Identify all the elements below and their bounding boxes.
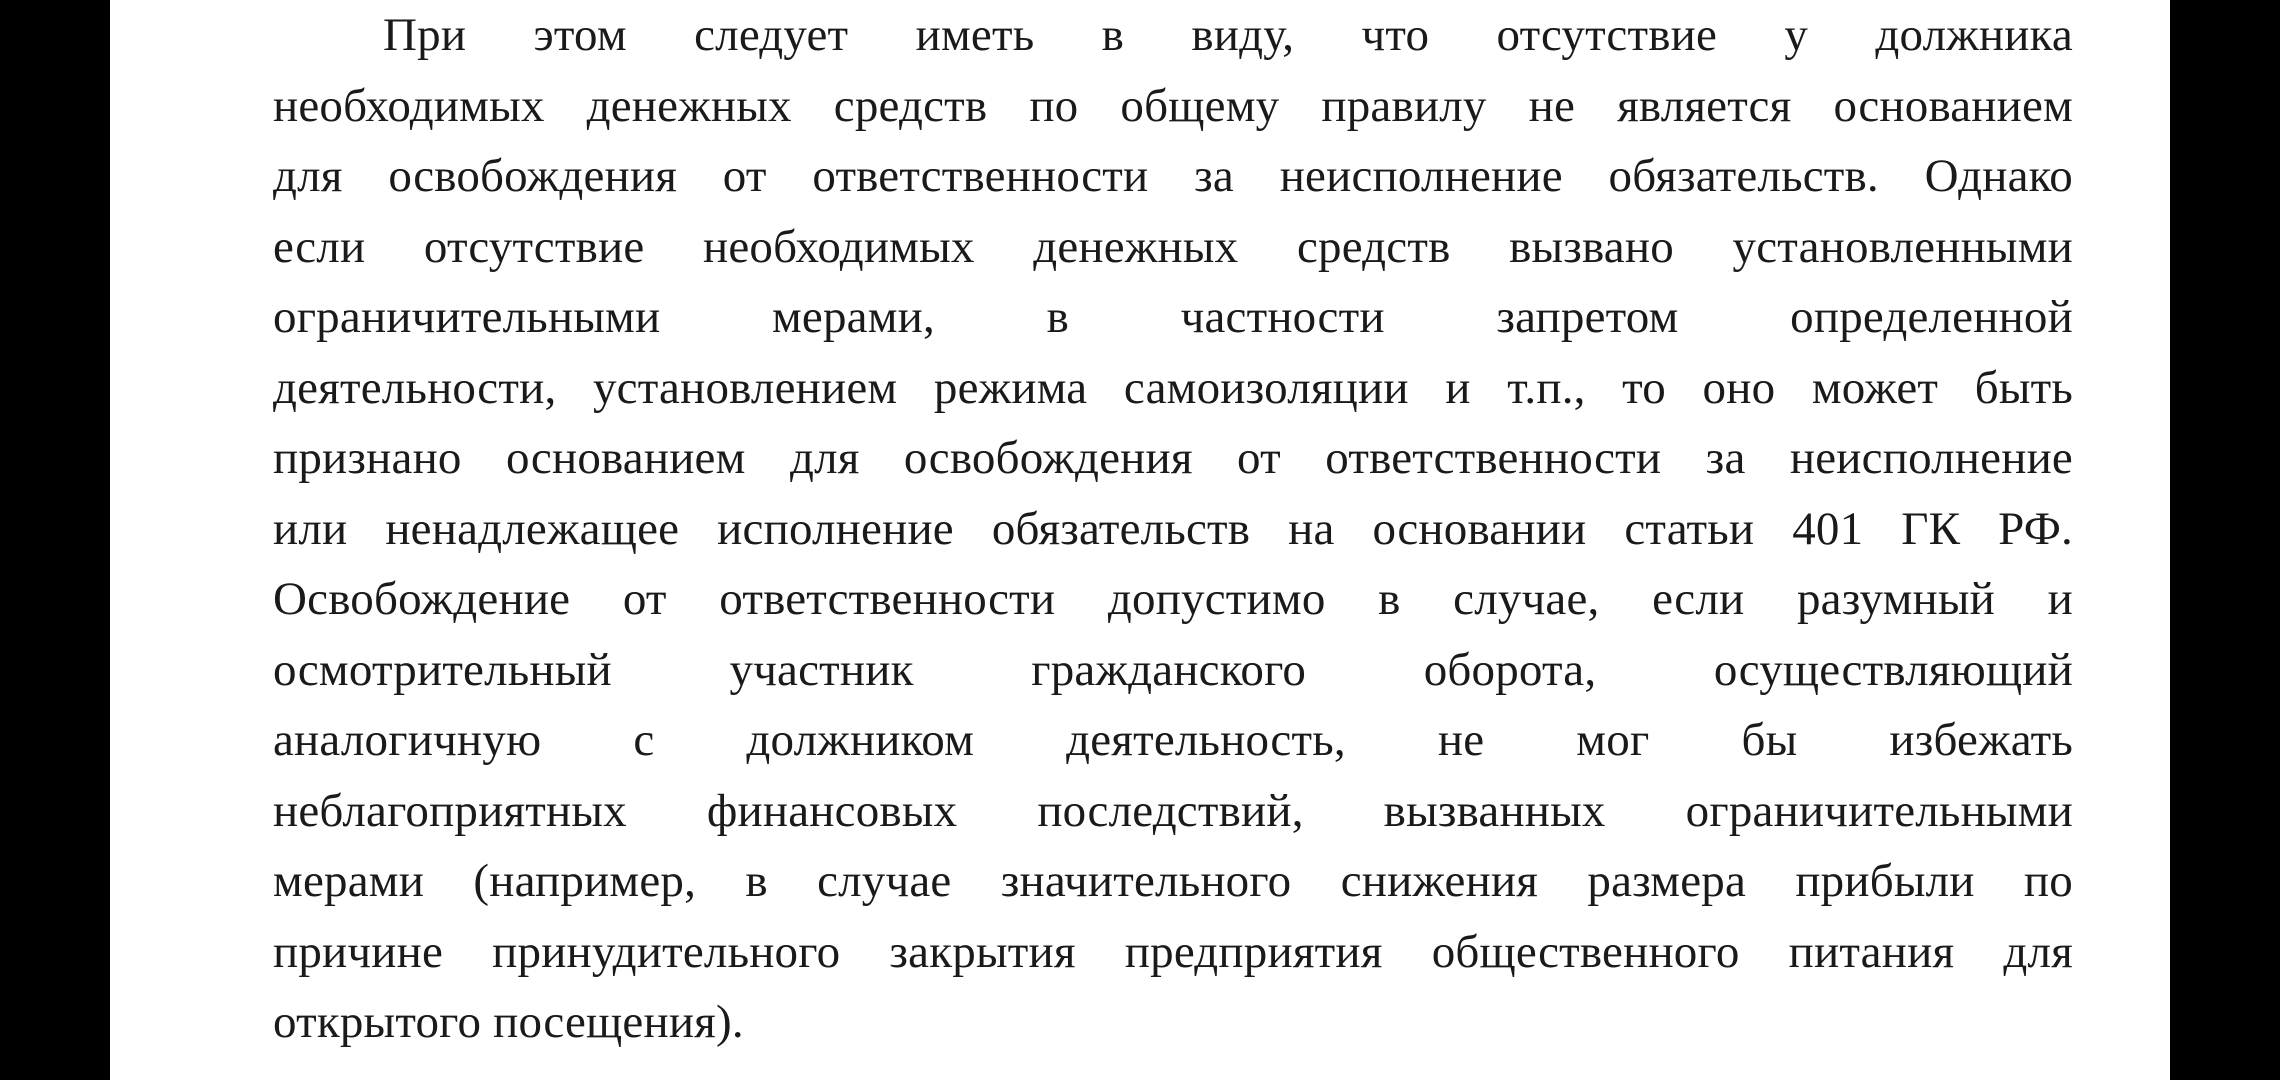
paragraph-line: признано основанием для освобождения от ответственности за неисполнение [273, 432, 2073, 484]
paragraph-line: При этом следует иметь в виду, что отсутствие у должника [383, 9, 2073, 61]
paragraph-line: аналогичную с должником деятельность, не мог бы избежать [273, 714, 2073, 766]
paragraph-line: или ненадлежащее исполнение обязательств на основании статьи 401 ГК РФ. [273, 502, 2073, 555]
paragraph-line: осмотрительный участник гражданского оборота, осуществляющий [273, 643, 2073, 696]
paragraph-line: ограничительными мерами, в частности запретом определенной [273, 291, 2073, 343]
paragraph-line: неблагоприятных финансовых последствий, вызванных ограничительными [273, 784, 2073, 837]
paragraph [273, 0, 2073, 1058]
paragraph-line: мерами (например, в случае значительного снижения размера прибыли по [273, 855, 2073, 907]
paragraph-line: деятельности, установлением режима самоизоляции и т.п., то оно может быть [273, 361, 2073, 414]
paragraph-line: для освобождения от ответственности за неисполнение обязательств. Однако [273, 150, 2073, 202]
paragraph-line: Освобождение от ответственности допустимо в случае, если разумный и [273, 573, 2073, 625]
paragraph-line: причине принудительного закрытия предприятия общественного питания для [273, 925, 2073, 978]
paragraph-line: если отсутствие необходимых денежных средств вызвано установленными [273, 220, 2073, 273]
document-page [110, 0, 2170, 1080]
paragraph-line: необходимых денежных средств по общему правилу не является основанием [273, 79, 2073, 132]
paragraph-line: открытого посещения). [273, 996, 744, 1048]
